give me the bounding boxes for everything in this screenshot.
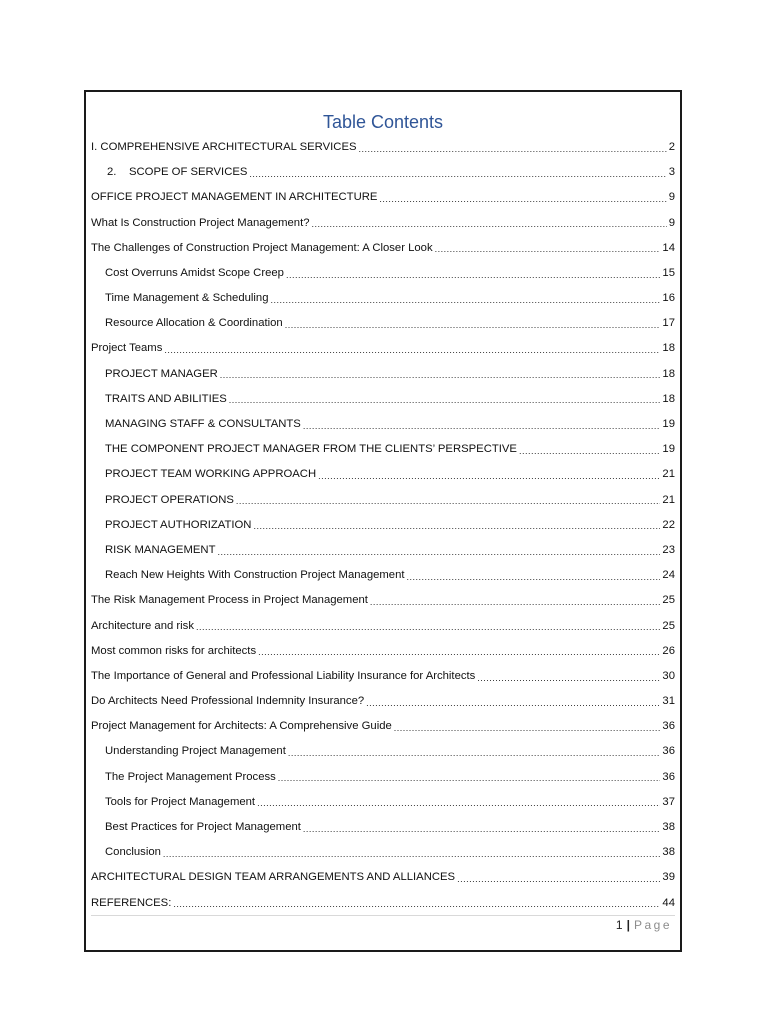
toc-entry-page-number: 21: [662, 468, 675, 481]
dot-leader: [236, 495, 661, 507]
page-number: 1: [615, 918, 623, 932]
footer-separator: |: [626, 918, 630, 932]
footer-divider: [91, 915, 675, 916]
dot-leader: [394, 722, 661, 734]
dot-leader: [249, 168, 666, 180]
toc-entry-title: OFFICE PROJECT MANAGEMENT IN ARCHITECTURE: [91, 191, 378, 204]
dot-leader: [477, 672, 660, 684]
toc-list: [91, 135, 675, 916]
toc-entry-title: Tools for Project Management: [105, 795, 256, 808]
toc-entry[interactable]: [91, 815, 675, 840]
dot-leader: [379, 193, 666, 205]
toc-entry[interactable]: [91, 513, 675, 538]
toc-entry-page-number: 21: [662, 493, 675, 506]
toc-entry-title: 2. SCOPE OF SERVICES: [107, 166, 248, 179]
toc-entry[interactable]: [91, 261, 675, 286]
toc-entry-page-number: 25: [662, 594, 675, 607]
dot-leader: [370, 596, 661, 608]
toc-entry-title: REFERENCES:: [91, 896, 172, 909]
toc-entry-title: Cost Overruns Amidst Scope Creep: [105, 266, 284, 279]
toc-entry[interactable]: [91, 185, 675, 210]
toc-entry-page-number: 17: [662, 317, 675, 330]
dot-leader: [196, 621, 660, 633]
toc-entry-page-number: 38: [662, 821, 675, 833]
toc-entry-title: Conclusion: [105, 846, 161, 859]
toc-entry-page-number: 9: [668, 191, 675, 204]
toc-entry[interactable]: [91, 740, 675, 765]
dot-leader: [173, 898, 660, 910]
dot-leader: [519, 445, 660, 457]
toc-entry[interactable]: [91, 337, 675, 362]
toc-entry[interactable]: [91, 790, 675, 815]
toc-entry-title: Do Architects Need Professional Indemnity Insurance?: [91, 695, 365, 708]
dot-leader: [435, 243, 661, 255]
dot-leader: [303, 420, 661, 432]
toc-entry-title: The Project Management Process: [105, 770, 276, 783]
toc-entry-page-number: 36: [662, 720, 675, 733]
toc-entry[interactable]: [91, 211, 675, 236]
dot-leader: [285, 319, 661, 331]
toc-entry[interactable]: [91, 462, 675, 487]
toc-entry-page-number: 19: [662, 443, 675, 456]
toc-entry-title: I. COMPREHENSIVE ARCHITECTURAL SERVICES: [91, 140, 357, 153]
dot-leader: [217, 546, 660, 558]
toc-entry-title: The Importance of General and Professional Liability Insurance for Architects: [91, 669, 476, 682]
toc-entry-page-number: 16: [662, 292, 675, 305]
toc-entry-page-number: 9: [668, 216, 675, 229]
toc-entry[interactable]: [91, 538, 675, 563]
toc-entry[interactable]: [91, 614, 675, 639]
toc-entry-title: Best Practices for Project Management: [105, 821, 301, 833]
toc-entry-title: PROJECT AUTHORIZATION: [105, 518, 252, 531]
toc-entry-title: Project Management for Architects: A Comprehensive Guide: [91, 720, 392, 733]
toc-entry-page-number: 36: [662, 745, 675, 758]
toc-entry[interactable]: [91, 689, 675, 714]
toc-entry[interactable]: [91, 639, 675, 664]
toc-entry-page-number: 36: [662, 770, 675, 783]
toc-entry[interactable]: [91, 765, 675, 790]
page-footer: [616, 918, 672, 932]
toc-entry-title: The Risk Management Process in Project Management: [91, 594, 368, 607]
dot-leader: [366, 697, 660, 709]
toc-entry-title: Time Management & Scheduling: [105, 292, 269, 305]
toc-entry[interactable]: [91, 135, 675, 160]
toc-entry[interactable]: [91, 588, 675, 613]
toc-entry[interactable]: [91, 488, 675, 513]
toc-entry-page-number: 18: [662, 342, 675, 355]
toc-entry[interactable]: [91, 387, 675, 412]
dot-leader: [359, 143, 667, 155]
toc-entry[interactable]: [91, 286, 675, 311]
toc-title: Table Contents: [322, 112, 444, 132]
dot-leader: [303, 823, 661, 835]
footer-page-label: Page: [633, 918, 672, 932]
toc-entry-page-number: 26: [662, 644, 675, 657]
toc-entry[interactable]: [91, 437, 675, 462]
toc-entry-page-number: 37: [662, 795, 675, 808]
dot-leader: [220, 369, 661, 381]
dot-leader: [407, 571, 661, 583]
dot-leader: [457, 873, 660, 885]
toc-entry-title: What Is Construction Project Management?: [91, 216, 310, 229]
toc-entry-page-number: 18: [662, 392, 675, 405]
toc-entry-title: PROJECT TEAM WORKING APPROACH: [105, 468, 317, 481]
toc-entry-title: Architecture and risk: [91, 619, 194, 632]
dot-leader: [286, 269, 660, 281]
toc-entry-title: Understanding Project Management: [105, 745, 286, 758]
dot-leader: [318, 470, 660, 482]
toc-entry[interactable]: [91, 160, 675, 185]
toc-entry-page-number: 2: [668, 140, 675, 153]
toc-entry-title: Most common risks for architects: [91, 644, 257, 657]
toc-entry-title: THE COMPONENT PROJECT MANAGER FROM THE CLIENTS’ PERSPECTIVE: [105, 443, 517, 456]
toc-entry[interactable]: [91, 412, 675, 437]
toc-entry[interactable]: [91, 236, 675, 261]
dot-leader: [278, 772, 661, 784]
toc-entry-page-number: 31: [662, 695, 675, 708]
page-frame: [84, 90, 682, 952]
dot-leader: [312, 218, 667, 230]
toc-entry-title: PROJECT OPERATIONS: [105, 493, 234, 506]
toc-entry[interactable]: [91, 891, 675, 916]
toc-entry-title: MANAGING STAFF & CONSULTANTS: [105, 418, 301, 430]
toc-entry[interactable]: [91, 714, 675, 739]
dot-leader: [288, 747, 661, 759]
dot-leader: [163, 848, 661, 860]
toc-entry-title: Resource Allocation & Coordination: [105, 317, 283, 330]
toc-entry-page-number: 38: [662, 846, 675, 859]
toc-entry-page-number: 22: [662, 518, 675, 531]
toc-entry-title: Reach New Heights With Construction Project Management: [105, 569, 405, 582]
toc-entry-page-number: 24: [662, 569, 675, 582]
toc-entry-page-number: 3: [668, 166, 675, 179]
toc-entry-page-number: 19: [662, 418, 675, 430]
dot-leader: [253, 520, 660, 532]
toc-entry[interactable]: [91, 865, 675, 890]
toc-entry-page-number: 23: [662, 543, 675, 556]
toc-entry-title: Project Teams: [91, 342, 163, 355]
toc-entry-page-number: 30: [662, 669, 675, 682]
toc-entry-page-number: 14: [662, 241, 675, 254]
toc-entry-title: PROJECT MANAGER: [105, 367, 218, 380]
toc-entry[interactable]: [91, 563, 675, 588]
dot-leader: [164, 344, 660, 356]
dot-leader: [258, 646, 660, 658]
dot-leader: [229, 394, 661, 406]
toc-entry[interactable]: [91, 664, 675, 689]
dot-leader: [257, 797, 660, 809]
toc-entry-page-number: 15: [662, 266, 675, 279]
toc-entry-title: RISK MANAGEMENT: [105, 543, 216, 556]
toc-entry-title: The Challenges of Construction Project Management: A Closer Look: [91, 241, 433, 254]
toc-entry[interactable]: [91, 311, 675, 336]
toc-entry-title: ARCHITECTURAL DESIGN TEAM ARRANGEMENTS AND ALLIANCES: [91, 871, 456, 884]
toc-entry-title: TRAITS AND ABILITIES: [105, 392, 227, 405]
toc-entry-page-number: 18: [662, 367, 675, 380]
toc-entry-page-number: 39: [662, 871, 675, 884]
toc-entry[interactable]: [91, 362, 675, 387]
toc-entry[interactable]: [91, 840, 675, 865]
dot-leader: [270, 294, 660, 306]
toc-entry-page-number: 25: [662, 619, 675, 632]
toc-entry-page-number: 44: [662, 896, 675, 909]
